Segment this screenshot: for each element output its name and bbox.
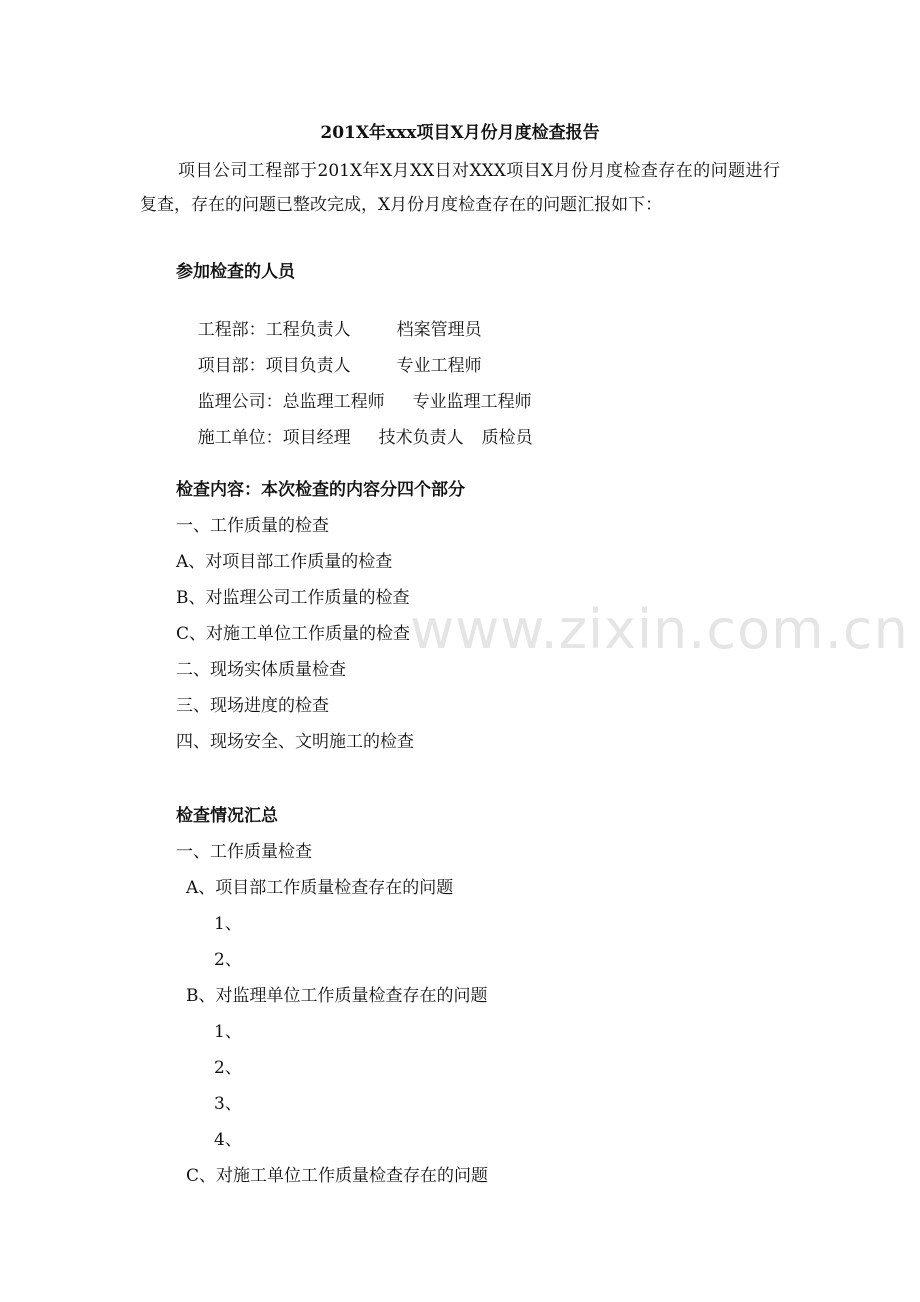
participant-role: 项目负责人 <box>265 356 351 376</box>
summary-subsection-a: A、项目部工作质量检查存在的问题 <box>186 878 454 898</box>
participant-role: 项目经理 <box>282 428 351 448</box>
participant-label: 项目部： <box>197 356 266 376</box>
document-title: 201X年xxx项目X月份月度检查报告 <box>320 123 600 143</box>
summary-item: 3、 <box>214 1094 242 1114</box>
participant-label: 监理公司： <box>197 392 283 412</box>
watermark-text: www.zixin.com.cn <box>410 598 909 661</box>
participant-role: 质检员 <box>481 428 533 448</box>
participant-role: 专业工程师 <box>396 356 482 376</box>
summary-heading: 检查情况汇总 <box>176 806 278 826</box>
content-item: C、对施工单位工作质量的检查 <box>176 624 411 644</box>
content-item: 四、现场安全、文明施工的检查 <box>176 732 414 752</box>
summary-subsection-c: C、对施工单位工作质量检查存在的问题 <box>186 1166 489 1186</box>
content-item: A、对项目部工作质量的检查 <box>176 552 393 572</box>
participant-label: 工程部： <box>197 320 266 340</box>
summary-item: 4、 <box>214 1130 242 1150</box>
participant-role: 工程负责人 <box>265 320 351 340</box>
summary-subsection-b: B、对监理单位工作质量检查存在的问题 <box>186 986 488 1006</box>
participant-role: 档案管理员 <box>396 320 482 340</box>
content-item: 三、现场进度的检查 <box>176 696 329 716</box>
summary-section: 一、工作质量检查 <box>176 842 312 862</box>
participant-role: 专业监理工程师 <box>412 392 532 412</box>
summary-item: 2、 <box>214 1058 242 1078</box>
content-heading: 检查内容：本次检查的内容分四个部分 <box>176 480 465 500</box>
intro-paragraph: 项目公司工程部于201X年X月XX日对XXX项目X月份月度检查存在的问题进行复查，存在的问题已整改完成，X月份月度检查存在的问题汇报如下： <box>140 161 780 215</box>
content-item: B、对监理公司工作质量的检查 <box>176 588 410 608</box>
content-item: 二、现场实体质量检查 <box>176 660 346 680</box>
summary-item: 2、 <box>214 950 242 970</box>
participant-role: 总监理工程师 <box>282 392 385 412</box>
summary-item: 1、 <box>214 914 242 934</box>
participant-role: 技术负责人 <box>378 428 464 448</box>
summary-item: 1、 <box>214 1022 242 1042</box>
participants-heading: 参加检查的人员 <box>176 262 295 282</box>
participant-row-construction <box>176 405 533 471</box>
participant-label: 施工单位： <box>197 428 283 448</box>
content-item: 一、工作质量的检查 <box>176 516 329 536</box>
